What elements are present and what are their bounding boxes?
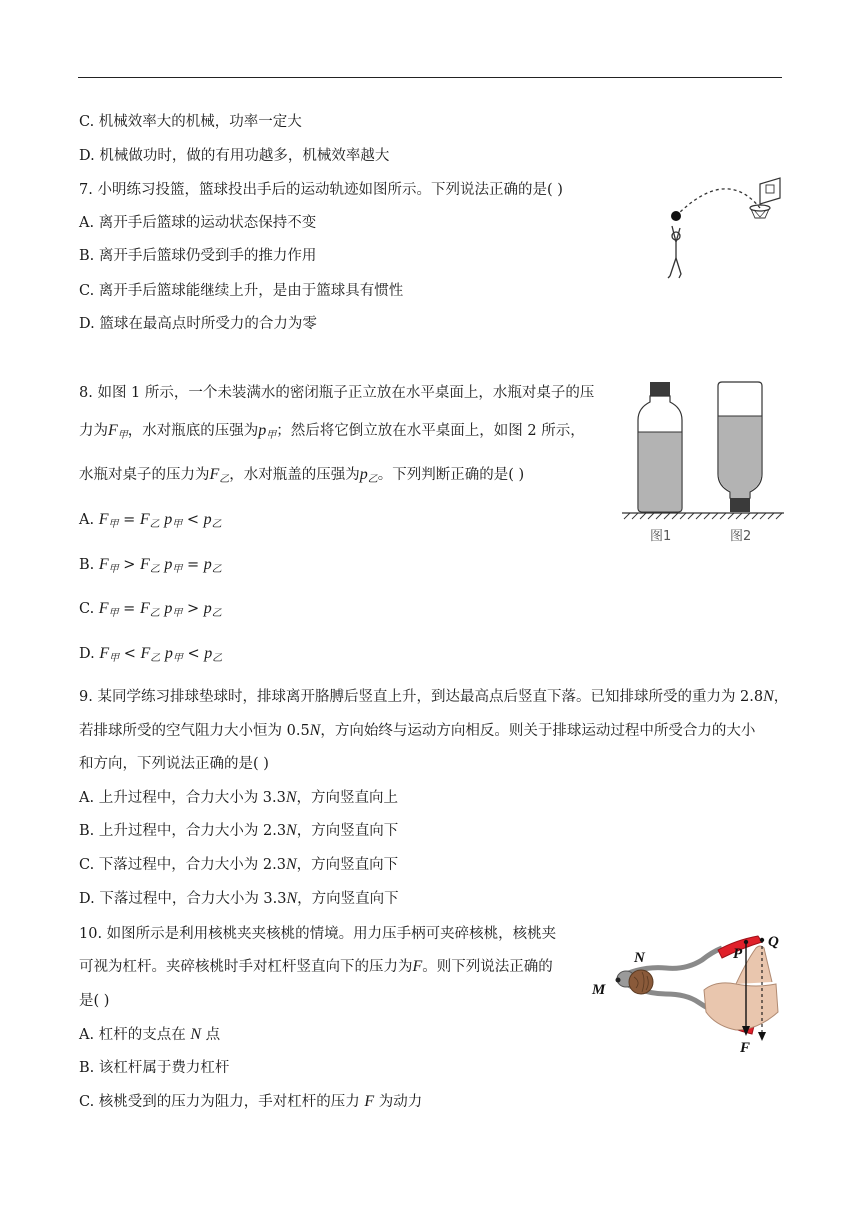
var-F: F [98,511,109,528]
var-p: p [203,600,212,617]
ball-trajectory [676,189,760,216]
var-F: F [364,1093,375,1110]
unit-N: N [309,722,321,739]
label-F: F [740,1040,751,1056]
q8-stem-line2 [79,421,585,443]
table-surface [622,513,784,519]
q10-option-b: B. 该杠杆属于费力杠杆 [79,1060,230,1076]
label-M: M [592,982,606,998]
q7-option-a: A. 离开手后篮球的运动状态保持不变 [79,215,317,231]
q6-option-d: D. 机械做功时，做的有用功越多，机械效率越大 [79,148,390,164]
q9-stem-line3: 和方向，下列说法正确的是( ) [79,756,269,772]
sub-yi: 乙 [150,653,161,664]
sub-yi: 乙 [212,653,223,664]
var-F: F [99,645,110,662]
sub-yi: 乙 [211,608,222,619]
nutcracker-figure [586,922,786,1058]
q9-text: 若排球所受的空气阻力大小恒为 0.5 [79,723,310,739]
var-p: p [164,600,173,617]
q9-text: ，方向竖直向下 [296,857,399,873]
q10-text: 。则下列说法正确的 [422,959,553,975]
sub-yi: 乙 [149,564,160,575]
q9-text: 9. 某同学练习排球垫球时，排球离开胳膊后竖直上升，到达最高点后竖直下落。已知排球所受的重力为 2.8 [79,689,764,705]
player-icon [668,226,681,278]
var-F: F [98,600,109,617]
option-label: C. [79,601,99,617]
q8-option-c [79,599,222,621]
sub-yi: 乙 [149,608,160,619]
q9-option-a [79,788,398,808]
q8-option-a [79,510,222,532]
q10-text: 点 [205,1027,221,1043]
q7-stem: 7. 小明练习投篮，篮球投出手后的运动轨迹如图所示。下列说法正确的是( ) [79,182,563,198]
sub-jia: 甲 [172,653,183,664]
relation: < [182,646,205,662]
q6-option-c: C. 机械效率大的机械，功率一定大 [79,114,302,130]
unit-N: N [286,890,298,907]
relation: > [118,557,141,573]
var-p: p [164,556,173,573]
q9-text: ，方向始终与运动方向相反。则关于排球运动过程中所受合力的大小 [320,723,756,739]
sub-jia: 甲 [108,564,119,575]
q10-text: 为动力 [378,1094,423,1110]
unit-N: N [285,789,297,806]
q10-stem-line3: 是( ) [79,993,110,1009]
var-F: F [139,600,150,617]
q9-option-d [79,889,399,909]
sub-jia: 甲 [108,608,119,619]
q9-text: A. 上升过程中，合力大小为 3.3 [79,790,286,806]
sub-jia: 甲 [117,430,128,441]
var-p: p [204,645,213,662]
option-label: D. [79,646,100,662]
relation: < [119,646,141,662]
hoop-icon [750,178,780,218]
q8-text: ，水对瓶底的压强为 [127,423,259,439]
q8-option-d [79,644,222,666]
q10-option-a [79,1025,220,1045]
q10-stem-line1: 10. 如图所示是利用核桃夹夹核桃的情境。用力压手柄可夹碎核桃，核桃夹 [79,926,557,942]
sub-yi: 乙 [211,564,222,575]
bottles-figure [614,376,790,548]
q10-stem-line2 [79,957,553,977]
relation: < [182,512,204,528]
q8-text: 力为 [79,423,108,439]
q9-stem-line2 [79,721,755,741]
sub-yi: 乙 [211,519,222,530]
var-N: N [190,1026,201,1043]
var-p: p [164,645,173,662]
q10-text: A. 杠杆的支点在 [79,1027,186,1043]
unit-N: N [763,688,774,705]
q8-text: 。下列判断正确的是( ) [377,467,525,483]
option-label: A. [79,512,99,528]
pivot-M-icon [616,978,621,983]
q8-option-b [79,555,222,577]
q9-stem-line1 [79,687,788,707]
var-F: F [412,958,423,975]
label-N: N [634,950,645,966]
fig1-label: 图1 [650,529,672,544]
sub-jia: 甲 [266,430,277,441]
var-p: p [258,422,267,439]
q9-text: ， [773,689,789,705]
unit-N: N [286,822,297,839]
relation: = [118,601,140,617]
sub-jia: 甲 [172,564,183,575]
sub-yi: 乙 [149,519,160,530]
relation: = [182,557,204,573]
bottle-upright [638,382,682,512]
dashed-arrow-icon [758,1032,766,1041]
q9-text: B. 上升过程中，合力大小为 2.3 [79,823,287,839]
q8-stem-line1: 8. 如图 1 所示，一个未装满水的密闭瓶子正立放在水平桌面上，水瓶对桌子的压 [79,385,595,401]
var-p: p [359,466,368,483]
fig2-label: 图2 [730,529,752,544]
q7-option-d: D. 篮球在最高点时所受力的合力为零 [79,316,317,332]
q9-option-c [79,855,398,875]
relation: = [118,512,140,528]
header-rule [78,77,782,78]
label-P: P [733,946,743,962]
q8-text: ，水对瓶盖的压强为 [229,467,360,483]
q10-option-c [79,1092,422,1112]
q7-option-c: C. 离开手后篮球能继续上升，是由于篮球具有惯性 [79,283,404,299]
var-p: p [203,511,212,528]
option-label: B. [79,557,99,573]
basketball-figure [656,176,786,282]
sub-yi: 乙 [219,474,230,485]
var-F: F [140,556,150,573]
q9-text: ，方向竖直向下 [297,891,399,907]
hand-icon [704,983,778,1030]
sub-jia: 甲 [108,519,119,530]
relation: > [182,601,204,617]
sub-yi: 乙 [367,474,378,485]
basketball-icon [671,211,681,221]
unit-N: N [285,856,297,873]
var-F: F [108,422,118,439]
q9-text: ，方向竖直向下 [296,823,399,839]
q10-text: C. 核桃受到的压力为阻力，手对杠杆的压力 [79,1094,360,1110]
var-F: F [209,466,220,483]
sub-jia: 甲 [172,519,183,530]
q9-text: D. 下落过程中，合力大小为 3.3 [79,891,287,907]
var-p: p [164,511,173,528]
q8-text: ；然后将它倒立放在水平桌面上，如图 2 所示， [276,423,585,439]
bottle-inverted [718,382,762,512]
q9-text: ，方向竖直向上 [296,790,399,806]
sub-jia: 甲 [109,653,120,664]
label-Q: Q [768,934,779,950]
sub-jia: 甲 [172,608,183,619]
var-F: F [139,511,150,528]
q10-text: 可视为杠杆。夹碎核桃时手对杠杆竖直向下的压力为 [79,959,413,975]
var-F: F [98,556,109,573]
q7-option-b: B. 离开手后篮球仍受到手的推力作用 [79,248,317,264]
q8-text: 水瓶对桌子的压力为 [79,467,210,483]
q9-text: C. 下落过程中，合力大小为 2.3 [79,857,286,873]
walnut-icon [629,970,653,994]
var-p: p [203,556,212,573]
var-F: F [140,645,151,662]
q8-stem-line3 [79,465,524,487]
q9-option-b [79,821,398,841]
